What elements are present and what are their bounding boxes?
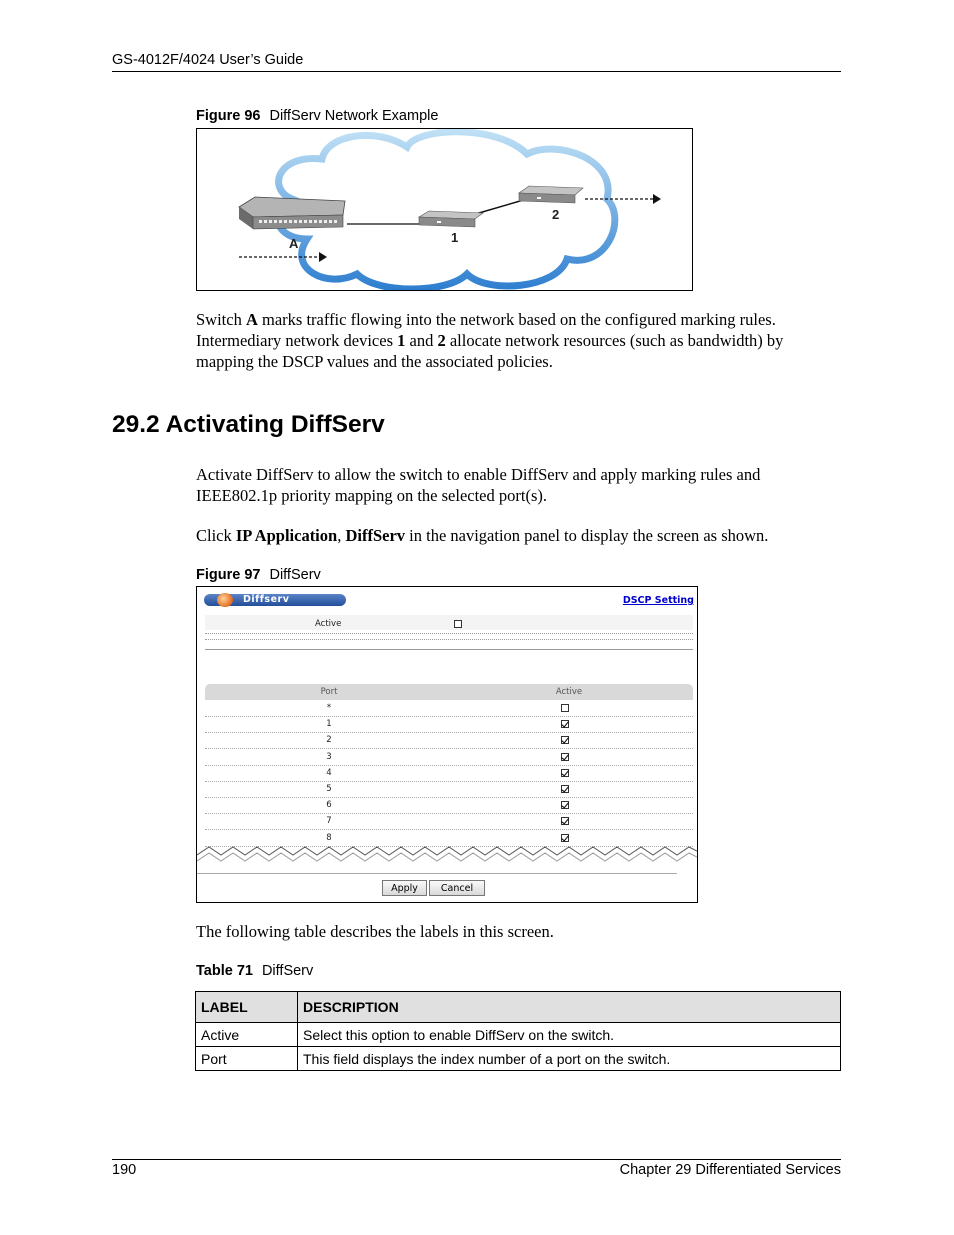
- figure-97-label: Figure 97: [196, 567, 261, 583]
- col-port-header: Port: [320, 687, 338, 697]
- label-2: 2: [552, 207, 560, 222]
- figure-96-caption: [196, 108, 438, 124]
- paragraph-click: Click IP Application, DiffServ in the navigation panel to display the screen as shown.: [196, 526, 769, 545]
- port-number: 2: [326, 735, 332, 746]
- cancel-button[interactable]: Cancel: [429, 880, 485, 896]
- table-71-caption: [196, 963, 313, 979]
- paragraph-switch-a: Switch A marks traffic flowing into the network based on the configured marking rules. Intermediary network devices 1 and 2 allocate network resources (such as bandwidth) by mapping the DSCP values and the associated policies.: [196, 310, 784, 371]
- port-number: 5: [326, 784, 332, 794]
- active-row: [205, 615, 693, 630]
- port-row: [205, 750, 693, 766]
- table-71-label: Table 71: [196, 963, 253, 979]
- port-row: [205, 782, 693, 798]
- diffserv-screen: [196, 586, 698, 903]
- port-active-checkbox[interactable]: [561, 736, 569, 744]
- port-row: [205, 766, 693, 782]
- chapter-title: Chapter 29 Differentiated Services: [619, 1162, 841, 1178]
- paragraph-activate: Activate DiffServ to allow the switch to enable DiffServ and apply marking rules and IEEE802.1p priority mapping on the selected port(s).: [196, 465, 761, 505]
- divider: [205, 633, 693, 634]
- figure-97-title: DiffServ: [269, 567, 321, 583]
- active-label: Active: [315, 619, 342, 629]
- device-2-icon: [519, 186, 583, 203]
- row-label: Port: [196, 1047, 298, 1071]
- header-rule: [112, 71, 841, 72]
- port-active-checkbox[interactable]: [561, 704, 569, 712]
- figure-96-title: DiffServ Network Example: [269, 108, 439, 124]
- table-header-row: [196, 992, 841, 1023]
- active-checkbox[interactable]: [454, 620, 462, 628]
- switch-a-icon: [239, 197, 345, 229]
- table-row: [196, 1047, 841, 1071]
- figure-96-image: [196, 128, 693, 291]
- port-row: [205, 733, 693, 749]
- zigzag-break: [197, 841, 697, 865]
- title-orb-icon: [217, 593, 233, 607]
- port-number: 4: [326, 767, 332, 778]
- port-row: [205, 717, 693, 733]
- port-number: 1: [326, 719, 332, 730]
- screen-title: Diffserv: [243, 594, 290, 605]
- port-number: 3: [326, 751, 332, 762]
- section-title: 29.2 Activating DiffServ: [112, 411, 385, 438]
- label-description-table: [195, 991, 841, 1071]
- header-description: DESCRIPTION: [298, 992, 841, 1023]
- running-header: GS-4012F/4024 User’s Guide: [112, 52, 304, 68]
- label-a: A: [289, 236, 299, 251]
- port-row: [205, 798, 693, 814]
- port-number: 6: [326, 800, 332, 811]
- row-description: Select this option to enable DiffServ on the switch.: [298, 1023, 841, 1047]
- port-active-checkbox[interactable]: [561, 720, 569, 728]
- outgoing-arrowhead: [653, 194, 661, 204]
- port-active-checkbox[interactable]: [561, 801, 569, 809]
- port-number: *: [326, 703, 332, 713]
- network-diagram: [197, 129, 692, 290]
- col-active-header: Active: [555, 687, 583, 697]
- port-number: 8: [326, 832, 332, 843]
- figure-96-label: Figure 96: [196, 108, 261, 124]
- apply-button[interactable]: Apply: [382, 880, 427, 896]
- dscp-setting-link[interactable]: DSCP Setting: [622, 595, 694, 606]
- footer-rule: [112, 1159, 841, 1160]
- port-row: [205, 701, 693, 717]
- header-label: LABEL: [196, 992, 298, 1023]
- divider: [197, 873, 677, 874]
- row-description: This field displays the index number of a port on the switch.: [298, 1047, 841, 1071]
- port-number: 7: [326, 816, 332, 827]
- divider: [205, 649, 693, 650]
- table-71-title: DiffServ: [261, 963, 314, 979]
- label-1: 1: [451, 230, 459, 245]
- port-active-checkbox[interactable]: [561, 785, 569, 793]
- table-row: [196, 1023, 841, 1047]
- port-active-checkbox[interactable]: [561, 769, 569, 777]
- port-active-checkbox[interactable]: [561, 753, 569, 761]
- port-row: [205, 814, 693, 830]
- paragraph-table-intro: The following table describes the labels in this screen.: [196, 922, 554, 941]
- page-number: 190: [112, 1162, 137, 1178]
- figure-97-caption: [196, 567, 321, 583]
- divider: [205, 639, 693, 640]
- port-active-checkbox[interactable]: [561, 817, 569, 825]
- device-1-icon: [419, 211, 483, 227]
- row-label: Active: [196, 1023, 298, 1047]
